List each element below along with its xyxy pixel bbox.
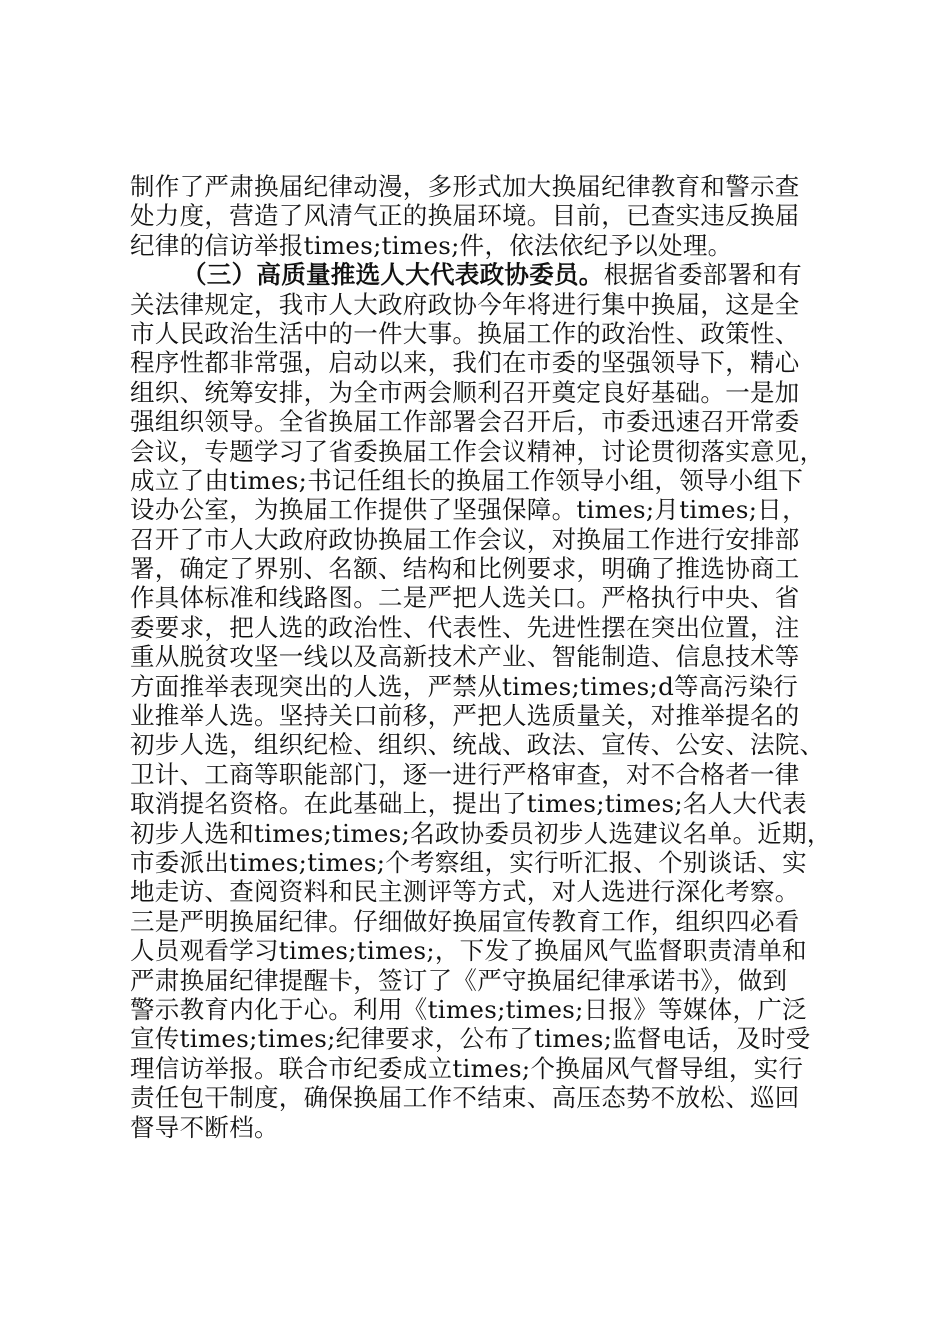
text-line: 三是严明换届纪律。仔细做好换届宣传教育工作，组织四必看 [130, 906, 800, 936]
text-line: 业推举人选。坚持关口前移，严把人选质量关，对推举提名的 [130, 701, 800, 731]
text-line: 程序性都非常强，启动以来，我们在市委的坚强领导下，精心 [130, 348, 800, 378]
text-line: 宣传times;times;纪律要求，公布了times;监督电话，及时受 [130, 1024, 811, 1054]
paragraph-1 [130, 172, 840, 260]
text-line: 方面推举表现突出的人选，严禁从times;times;d等高污染行 [130, 671, 799, 701]
text-line: 制作了严肃换届纪律动漫，多形式加大换届纪律教育和警示查 [130, 172, 800, 201]
text-line: 设办公室，为换届工作提供了坚强保障。times;月times;日， [130, 495, 807, 525]
text-line: 署，确定了界别、名额、结构和比例要求，明确了推选协商工 [130, 554, 800, 584]
paragraph-first-line [130, 260, 840, 289]
text-line: 作具体标准和线路图。二是严把人选关口。严格执行中央、省 [130, 583, 800, 613]
text-line: 初步人选，组织纪检、组织、统战、政法、宣传、公安、法院、 [130, 730, 825, 760]
text-line: 初步人选和times;times;名政协委员初步人选建议名单。近期， [130, 818, 832, 848]
text-segment: 根据省委部署和有 [603, 260, 803, 290]
text-line: 关法律规定，我市人大政府政协今年将进行集中换届，这是全 [130, 289, 800, 319]
text-line: 理信访举报。联合市纪委成立times;个换届风气督导组，实行 [130, 1053, 804, 1083]
text-line: 地走访、查阅资料和民主测评等方式，对人选进行深化考察。 [130, 877, 800, 907]
text-line: 责任包干制度，确保换届工作不结束、高压态势不放松、巡回 [130, 1083, 800, 1113]
text-line: 卫计、工商等职能部门，逐一进行严格审查，对不合格者一律 [130, 759, 800, 789]
text-line: 人员观看学习times;times;，下发了换届风气监督职责清单和 [130, 936, 807, 966]
text-line: 重从脱贫攻坚一线以及高新技术产业、智能制造、信息技术等 [130, 642, 800, 672]
text-line: 成立了由times;书记任组长的换届工作领导小组，领导小组下 [130, 465, 804, 495]
text-line: 市人民政治生活中的一件大事。换届工作的政治性、政策性、 [130, 318, 800, 348]
text-line: 市委派出times;times;个考察组，实行听汇报、个别谈话、实 [130, 847, 807, 877]
text-line: 警示教育内化于心。利用《times;times;日报》等媒体，广泛 [130, 994, 807, 1024]
text-line: 取消提名资格。在此基础上，提出了times;times;名人大代表 [130, 789, 807, 819]
text-line: 处力度，营造了风清气正的换届环境。目前，已查实违反换届 [130, 201, 800, 231]
text-line: 组织、统筹安排，为全市两会顺利召开奠定良好基础。一是加 [130, 377, 800, 407]
text-line: 督导不断档。 [130, 1112, 279, 1142]
document-body [130, 172, 840, 1142]
text-line: 委要求，把人选的政治性、代表性、先进性摆在突出位置，注 [130, 612, 800, 642]
text-line: 严肃换届纪律提醒卡，签订了《严守换届纪律承诺书》，做到 [130, 965, 788, 995]
text-line: 会议，专题学习了省委换届工作会议精神，讨论贯彻落实意见， [130, 436, 825, 466]
text-line: 纪律的信访举报times;times;件，依法依纪予以处理。 [130, 230, 733, 260]
paragraph-2 [130, 260, 840, 1142]
text-line: 强组织领导。全省换届工作部署会召开后，市委迅速召开常委 [130, 407, 800, 437]
section-heading: （三）高质量推选人大代表政协委员。 [182, 260, 604, 290]
text-line: 召开了市人大政府政协换届工作会议，对换届工作进行安排部 [130, 524, 800, 554]
